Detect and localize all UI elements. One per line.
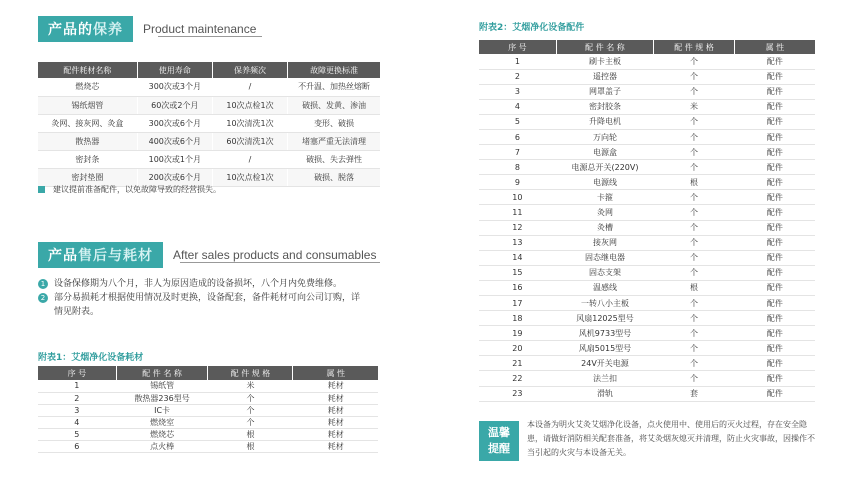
table-row: [479, 69, 815, 84]
table-cell: 不升温、加热丝熔断: [288, 78, 380, 96]
table-row: [479, 84, 815, 99]
table-cell: 8: [479, 160, 556, 175]
table-row: [479, 129, 815, 144]
table-cell: 耗材: [293, 404, 378, 416]
table-cell: 套: [654, 386, 735, 401]
table-cell: 配件: [734, 160, 815, 175]
aftersales-points: [38, 277, 368, 319]
table-cell: 7: [479, 145, 556, 160]
table-cell: 个: [654, 235, 735, 250]
table-cell: 15: [479, 265, 556, 280]
table-cell: 锡纸烟管: [38, 96, 137, 114]
table-cell: 16: [479, 280, 556, 295]
table-cell: 个: [654, 54, 735, 69]
table-cell: 个: [208, 416, 293, 428]
table-cell: 20: [479, 341, 556, 356]
table-cell: 锡纸管: [116, 380, 208, 392]
table-cell: IC卡: [116, 404, 208, 416]
table-cell: 22: [479, 371, 556, 386]
parts-table: [479, 40, 815, 402]
table-cell: 个: [208, 392, 293, 404]
table-row: [38, 416, 378, 428]
divider: [158, 36, 262, 37]
table-cell: 接灰网: [556, 235, 653, 250]
table-row: [38, 404, 378, 416]
table-cell: 配件: [734, 205, 815, 220]
table-cell: 1: [38, 380, 116, 392]
table-cell: 6: [479, 129, 556, 144]
table-cell: 个: [654, 265, 735, 280]
table-cell: 300次或3个月: [137, 78, 212, 96]
table-cell: 配件: [734, 54, 815, 69]
table-cell: 个: [654, 69, 735, 84]
table-cell: 温感线: [556, 280, 653, 295]
table-row: [479, 205, 815, 220]
column-header: 故障更换标准: [288, 62, 380, 78]
table1-title: 附表1：艾烟净化设备耗材: [38, 353, 144, 363]
table-cell: 耗材: [293, 380, 378, 392]
table-cell: 升降电机: [556, 114, 653, 129]
table-cell: 配件: [734, 235, 815, 250]
table-cell: 耗材: [293, 440, 378, 452]
table-cell: 滑轨: [556, 386, 653, 401]
table-cell: 米: [208, 380, 293, 392]
table-cell: 破损、失去弹性: [288, 150, 380, 168]
table-row: [479, 99, 815, 114]
table-cell: 个: [654, 326, 735, 341]
table-cell: 燃烧室: [116, 416, 208, 428]
table-cell: 18: [479, 311, 556, 326]
table-cell: 配件: [734, 220, 815, 235]
table-cell: 刷卡主板: [556, 54, 653, 69]
table-cell: /: [212, 78, 287, 96]
table-cell: 法兰扣: [556, 371, 653, 386]
table-cell: 破损、发黄、渗油: [288, 96, 380, 114]
table-cell: 变形、破损: [288, 114, 380, 132]
table-row: [479, 371, 815, 386]
table-row: [479, 235, 815, 250]
table-cell: 灸槽: [556, 220, 653, 235]
table-cell: 密封胶条: [556, 99, 653, 114]
table-cell: 耗材: [293, 392, 378, 404]
table-row: [479, 54, 815, 69]
column-header: 配 件 规 格: [208, 366, 293, 380]
table-cell: 电源线: [556, 175, 653, 190]
table-cell: 60次清洗1次: [212, 132, 287, 150]
warm-reminder-text: 本设备为明火艾灸艾烟净化设备，点火使用中、使用后的灭火过程，存在安全隐患，请做好消防相关配套准备，将艾灸烟灰熄灭并清理，防止火灾事故，因操作不当引起的火灾与本设备无关。: [527, 420, 815, 457]
table-row: [38, 78, 380, 96]
table-row: [479, 220, 815, 235]
table-cell: 17: [479, 296, 556, 311]
table-cell: 密封垫圈: [38, 168, 137, 186]
column-header: 序 号: [38, 366, 116, 380]
table-cell: 个: [654, 356, 735, 371]
table-cell: /: [212, 150, 287, 168]
table-cell: 23: [479, 386, 556, 401]
table-cell: 个: [654, 129, 735, 144]
table-cell: 根: [654, 280, 735, 295]
table-row: [38, 440, 378, 452]
table-cell: 5: [38, 428, 116, 440]
maintenance-title: 产品的保养: [38, 16, 133, 42]
maintenance-note: 建议提前准备配件，以免故障导致的经营损失。: [38, 184, 221, 195]
column-header: 保养频次: [212, 62, 287, 78]
table-cell: 散热器236型号: [116, 392, 208, 404]
table-row: [479, 356, 815, 371]
table-cell: 散热器: [38, 132, 137, 150]
table-cell: 10次清洗1次: [212, 114, 287, 132]
table-cell: 固态继电器: [556, 250, 653, 265]
table-cell: 3: [479, 84, 556, 99]
table-cell: 配件: [734, 296, 815, 311]
column-header: 属 性: [734, 40, 815, 54]
table-cell: 耗材: [293, 428, 378, 440]
number-badge-icon: 2: [38, 293, 48, 303]
divider: [180, 262, 380, 263]
table-row: [38, 150, 380, 168]
table-cell: 卡箍: [556, 190, 653, 205]
column-header: 序 号: [479, 40, 556, 54]
table-cell: 配件: [734, 280, 815, 295]
table-cell: 个: [654, 220, 735, 235]
table-cell: 5: [479, 114, 556, 129]
bullet-square-icon: [38, 186, 45, 193]
warm-reminder-badge: 温馨 提醒: [479, 421, 519, 461]
table-row: [479, 280, 815, 295]
table-cell: 根: [654, 175, 735, 190]
table-cell: 配件: [734, 265, 815, 280]
table-cell: 风扇5015型号: [556, 341, 653, 356]
table-cell: 11: [479, 205, 556, 220]
table-cell: 配件: [734, 326, 815, 341]
table-cell: 10次点检1次: [212, 168, 287, 186]
table-cell: 配件: [734, 371, 815, 386]
table-row: [479, 175, 815, 190]
table-row: [38, 132, 380, 150]
table-cell: 个: [654, 114, 735, 129]
aftersales-title-en: After sales products and consumables: [173, 248, 377, 262]
number-badge-icon: 1: [38, 279, 48, 289]
table-cell: 100次或1个月: [137, 150, 212, 168]
table-cell: 21: [479, 356, 556, 371]
table-row: [479, 311, 815, 326]
list-item: 2 部分易损耗才根据使用情况及时更换，设备配套，备件耗材可向公司订购，详情见附表。: [38, 291, 368, 319]
table-cell: 密封条: [38, 150, 137, 168]
table-cell: 电源总开关(220V): [556, 160, 653, 175]
table-cell: 9: [479, 175, 556, 190]
table-cell: 固态支架: [556, 265, 653, 280]
table-row: [479, 145, 815, 160]
table-cell: 配件: [734, 190, 815, 205]
table-cell: 13: [479, 235, 556, 250]
table-cell: 燃烧芯: [38, 78, 137, 96]
table-cell: 300次或6个月: [137, 114, 212, 132]
table-cell: 10次点检1次: [212, 96, 287, 114]
table-cell: 个: [654, 311, 735, 326]
table-cell: 14: [479, 250, 556, 265]
table-cell: 配件: [734, 356, 815, 371]
table-row: [38, 96, 380, 114]
table-cell: 遥控器: [556, 69, 653, 84]
table-row: [38, 392, 378, 404]
table-cell: 配件: [734, 129, 815, 144]
table-cell: 配件: [734, 341, 815, 356]
table-cell: 配件: [734, 69, 815, 84]
table-cell: 1: [479, 54, 556, 69]
table-cell: 2: [38, 392, 116, 404]
table-cell: 网罩盖子: [556, 84, 653, 99]
table-cell: 24V开关电源: [556, 356, 653, 371]
table-cell: 风扇12025型号: [556, 311, 653, 326]
warm-reminder: [479, 418, 815, 464]
table-cell: 60次或2个月: [137, 96, 212, 114]
table-cell: 个: [208, 404, 293, 416]
table-cell: 一转八小主板: [556, 296, 653, 311]
table-cell: 个: [654, 84, 735, 99]
table-row: [479, 341, 815, 356]
table-row: [38, 114, 380, 132]
table-cell: 12: [479, 220, 556, 235]
table-cell: 个: [654, 160, 735, 175]
table-cell: 10: [479, 190, 556, 205]
table-cell: 3: [38, 404, 116, 416]
aftersales-section-header: [38, 242, 376, 268]
table-row: [479, 190, 815, 205]
table-cell: 万向轮: [556, 129, 653, 144]
table-cell: 个: [654, 371, 735, 386]
column-header: 配 件 名 称: [116, 366, 208, 380]
table-row: [479, 265, 815, 280]
table-cell: 个: [654, 296, 735, 311]
table-cell: 米: [654, 99, 735, 114]
table-cell: 灸网、接灰网、灸盒: [38, 114, 137, 132]
table-row: [479, 326, 815, 341]
table-cell: 200次或6个月: [137, 168, 212, 186]
table-row: [479, 296, 815, 311]
column-header: 使用寿命: [137, 62, 212, 78]
table-cell: 个: [654, 145, 735, 160]
table-cell: 个: [654, 341, 735, 356]
table-cell: 个: [654, 250, 735, 265]
table-row: [479, 386, 815, 401]
table-cell: 配件: [734, 84, 815, 99]
table-cell: 堵塞严重无法清理: [288, 132, 380, 150]
table-cell: 2: [479, 69, 556, 84]
list-item: 1 设备保修期为八个月，非人为原因造成的设备损坏，八个月内免费维修。: [38, 277, 368, 291]
table-row: [479, 250, 815, 265]
table-cell: 个: [654, 205, 735, 220]
table-cell: 风机9733型号: [556, 326, 653, 341]
table-row: [38, 380, 378, 392]
table-row: [479, 114, 815, 129]
table2-title: 附表2：艾烟净化设备配件: [479, 23, 585, 33]
table-cell: 400次或6个月: [137, 132, 212, 150]
consumables-table: [38, 366, 378, 453]
table-row: [479, 160, 815, 175]
table-cell: 配件: [734, 311, 815, 326]
table-cell: 破损、脱落: [288, 168, 380, 186]
maintenance-section-header: [38, 16, 256, 42]
table-row: [38, 428, 378, 440]
table-cell: 配件: [734, 175, 815, 190]
table-cell: 燃烧芯: [116, 428, 208, 440]
table-cell: 4: [38, 416, 116, 428]
maintenance-title-en: Product maintenance: [143, 22, 257, 36]
table-cell: 配件: [734, 386, 815, 401]
table-cell: 电源盒: [556, 145, 653, 160]
table-cell: 配件: [734, 114, 815, 129]
table-cell: 配件: [734, 145, 815, 160]
column-header: 配 件 规 格: [654, 40, 735, 54]
column-header: 属 性: [293, 366, 378, 380]
maintenance-table: [38, 62, 380, 187]
column-header: 配 件 名 称: [556, 40, 653, 54]
aftersales-title: 产品售后与耗材: [38, 242, 163, 268]
table-cell: 配件: [734, 250, 815, 265]
table-cell: 19: [479, 326, 556, 341]
column-header: 配件耗材名称: [38, 62, 137, 78]
table-cell: 个: [654, 190, 735, 205]
table-cell: 根: [208, 428, 293, 440]
table-cell: 6: [38, 440, 116, 452]
table-cell: 点火棒: [116, 440, 208, 452]
table-cell: 根: [208, 440, 293, 452]
table-cell: 耗材: [293, 416, 378, 428]
table-cell: 灸网: [556, 205, 653, 220]
table-cell: 4: [479, 99, 556, 114]
table-cell: 配件: [734, 99, 815, 114]
